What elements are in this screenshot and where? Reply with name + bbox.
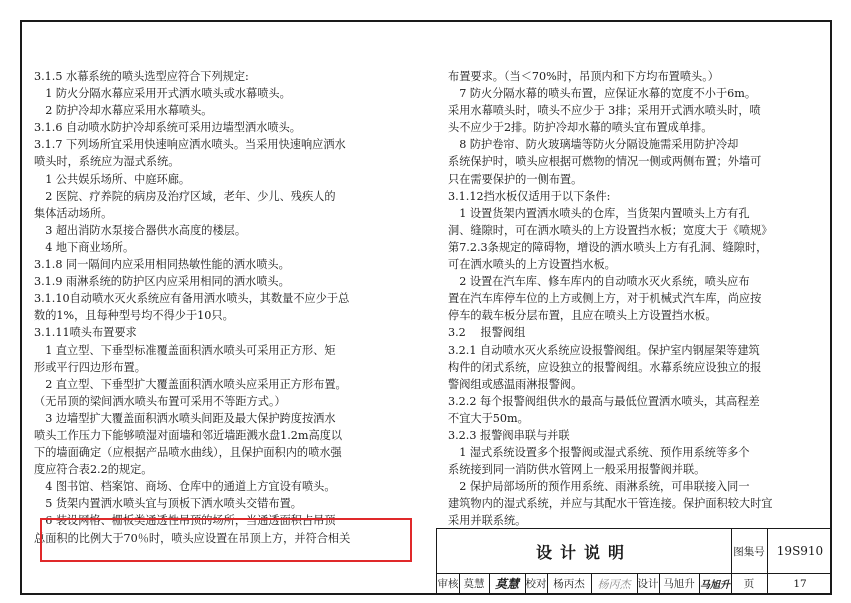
left-text-line: 形或平行四边形布置。 <box>34 360 146 374</box>
atlas-number-label: 图集号 <box>731 529 768 573</box>
left-text-line: 1 防火分隔水幕应采用开式洒水喷头或水幕喷头。 <box>34 87 291 101</box>
title-block-signature-row <box>437 573 832 595</box>
right-text-line: 3.2.3 报警阀串联与并联 <box>448 428 570 442</box>
right-text-line: 系统保护时，喷头应根据可燃物的情况一侧或两侧布置；外墙可 <box>448 155 762 169</box>
left-text-line: 3.1.11喷头布置要求 <box>34 326 137 340</box>
right-text-line: 1 湿式系统设置多个报警阀或湿式系统、预作用系统等多个 <box>448 446 750 460</box>
left-text-line: 度应符合表2.2的规定。 <box>34 463 153 477</box>
left-text-line: 3 超出消防水泵接合器供水高度的楼层。 <box>34 223 247 237</box>
left-text-line: 4 地下商业场所。 <box>34 240 135 254</box>
highlight-box <box>40 518 412 562</box>
left-text-line: 3.1.6 自动喷水防护冷却系统可采用边墙型洒水喷头。 <box>34 121 301 135</box>
left-text-line: 3.1.5 水幕系统的喷头选型应符合下列规定: <box>34 70 249 83</box>
title-block-top-row <box>437 529 832 574</box>
left-text-line: 喷头时，系统应为湿式系统。 <box>34 155 180 169</box>
right-text-line: 第7.2.3条规定的障碍物，增设的洒水喷头上方有孔洞、缝隙时， <box>448 240 768 254</box>
left-text-line: （无吊顶的梁间洒水喷头布置可采用不等距方式。） <box>34 394 286 408</box>
review-signature: 莫慧 <box>489 573 526 594</box>
drawing-title: 设计说明 <box>437 529 732 573</box>
check-name: 杨丙杰 <box>547 573 592 594</box>
left-text-line: 2 直立型、下垂型扩大覆盖面积洒水喷头应采用正方形布置。 <box>34 377 347 391</box>
right-text-line: 构件的闭式系统，应设独立的报警阀组。水幕系统应设独立的报 <box>448 360 762 374</box>
left-text-line: 3.1.7 下列场所宜采用快速响应洒水喷头。当采用快速响应洒水 <box>34 138 346 152</box>
left-text-line: 喷头工作压力下能够喷湿对面墙和邻近墙距溅水盘1.2m高度以 <box>34 428 343 442</box>
left-text-line: 下的墙面确定（应根据产品喷水曲线），且保护面积内的喷水强 <box>34 446 342 460</box>
review-name: 莫慧 <box>459 573 490 594</box>
review-label: 审核 <box>437 573 460 594</box>
right-text-line: 8 防护卷帘、防火玻璃墙等防火分隔设施需采用防护冷却 <box>448 138 739 152</box>
right-text-line: 只在需要保护的一侧布置。 <box>448 172 583 186</box>
right-text-line: 7 防火分隔水幕的喷头布置，应保证水幕的宽度不小于6m。 <box>448 87 757 101</box>
right-text-line: 系统接到同一消防供水管网上一般采用报警阀并联。 <box>448 463 706 477</box>
right-text-line: 3.2.2 每个报警阀组供水的最高与最低位置洒水喷头，其高程差 <box>448 394 760 408</box>
right-text-column <box>448 68 828 530</box>
left-text-line: 2 医院、疗养院的病房及治疗区域，老年、少儿、残疾人的 <box>34 189 336 203</box>
right-text-line: 3.2 报警阀组 <box>448 326 526 340</box>
design-signature: 马旭升 <box>699 573 732 594</box>
page-label: 页 <box>731 573 768 594</box>
left-text-line: 总面积的比例大于70％时，喷头应设置在吊顶上方，并符合相关 <box>34 531 351 545</box>
right-text-line: 布置要求。（当＜70%时，吊顶内和下方均布置喷头。） <box>448 70 719 83</box>
right-text-line: 3.1.12挡水板仅适用于以下条件: <box>448 189 611 203</box>
right-text-line: 停车的载车板分层布置，且应在喷头上方设置挡水板。 <box>448 309 717 323</box>
left-text-line: 3.1.10自动喷水灭火系统应有备用洒水喷头，其数量不应少于总 <box>34 292 350 306</box>
right-text-line: 采用水幕喷头时，喷头不应少于 3排；采用开式洒水喷头时，喷 <box>448 104 761 118</box>
title-block <box>436 528 832 595</box>
left-text-line: 4 图书馆、档案馆、商场、仓库中的通道上方宜设有喷头。 <box>34 480 336 494</box>
left-text-line: 3 边墙型扩大覆盖面积洒水喷头间距及最大保护跨度按洒水 <box>34 411 336 425</box>
atlas-number-value: 19S910 <box>776 544 824 558</box>
check-signature: 杨丙杰 <box>591 573 638 594</box>
left-text-line: 3.1.8 同一隔间内应采用相同热敏性能的洒水喷头。 <box>34 258 290 272</box>
right-text-line: 3.2.1 自动喷水灭火系统应设报警阀组。保护室内钢屋架等建筑 <box>448 343 760 357</box>
right-text-line: 可在洒水喷头的上方设置挡水板。 <box>448 258 616 272</box>
left-text-column <box>34 68 414 547</box>
design-name: 马旭升 <box>659 573 700 594</box>
left-text-line: 集体活动场所。 <box>34 206 113 220</box>
left-text-line: 5 货架内置洒水喷头宜与顶板下洒水喷头交错布置。 <box>34 497 302 511</box>
left-text-line: 3.1.9 雨淋系统的防护区内应采用相同的洒水喷头。 <box>34 275 290 289</box>
right-text-line: 警阀组或感温雨淋报警阀。 <box>448 377 583 391</box>
left-text-line: 1 公共娱乐场所、中庭环廊。 <box>34 172 191 186</box>
page-number: 17 <box>793 577 807 590</box>
right-text-line: 2 设置在汽车库、修车库内的自动喷水灭火系统，喷头应布 <box>448 275 750 289</box>
right-text-line: 置在汽车库停车位的上方或侧上方，对于机械式汽车库，尚应按 <box>448 292 762 306</box>
left-text-line: 1 直立型、下垂型标准覆盖面积洒水喷头可采用正方形、矩 <box>34 343 336 357</box>
right-text-line: 头不应少于2排。防护冷却水幕的喷头宜布置成单排。 <box>448 121 713 135</box>
right-text-line: 不宜大于50m。 <box>448 411 529 425</box>
left-text-line: 6 装设网格、栅板类通透性吊顶的场所，当通透面积占吊顶 <box>34 514 336 528</box>
right-text-line: 1 设置货架内置洒水喷头的仓库，当货架内置喷头上方有孔 <box>448 206 750 220</box>
right-text-line: 洞、缝隙时，可在洒水喷头的上方设置挡水板；宽度大于《喷规》 <box>448 223 773 237</box>
design-label: 设计 <box>637 573 660 594</box>
right-text-line: 采用并联系统。 <box>448 514 527 528</box>
right-text-line: 2 保护局部场所的预作用系统、雨淋系统，可串联接入同一 <box>448 480 750 494</box>
left-text-line: 2 防护冷却水幕应采用水幕喷头。 <box>34 104 213 118</box>
check-label: 校对 <box>525 573 548 594</box>
right-text-line: 建筑物内的湿式系统，并应与其配水干管连接。保护面积较大时宜 <box>448 497 773 511</box>
left-text-line: 数的1%，且每种型号均不得少于10只。 <box>34 309 234 323</box>
